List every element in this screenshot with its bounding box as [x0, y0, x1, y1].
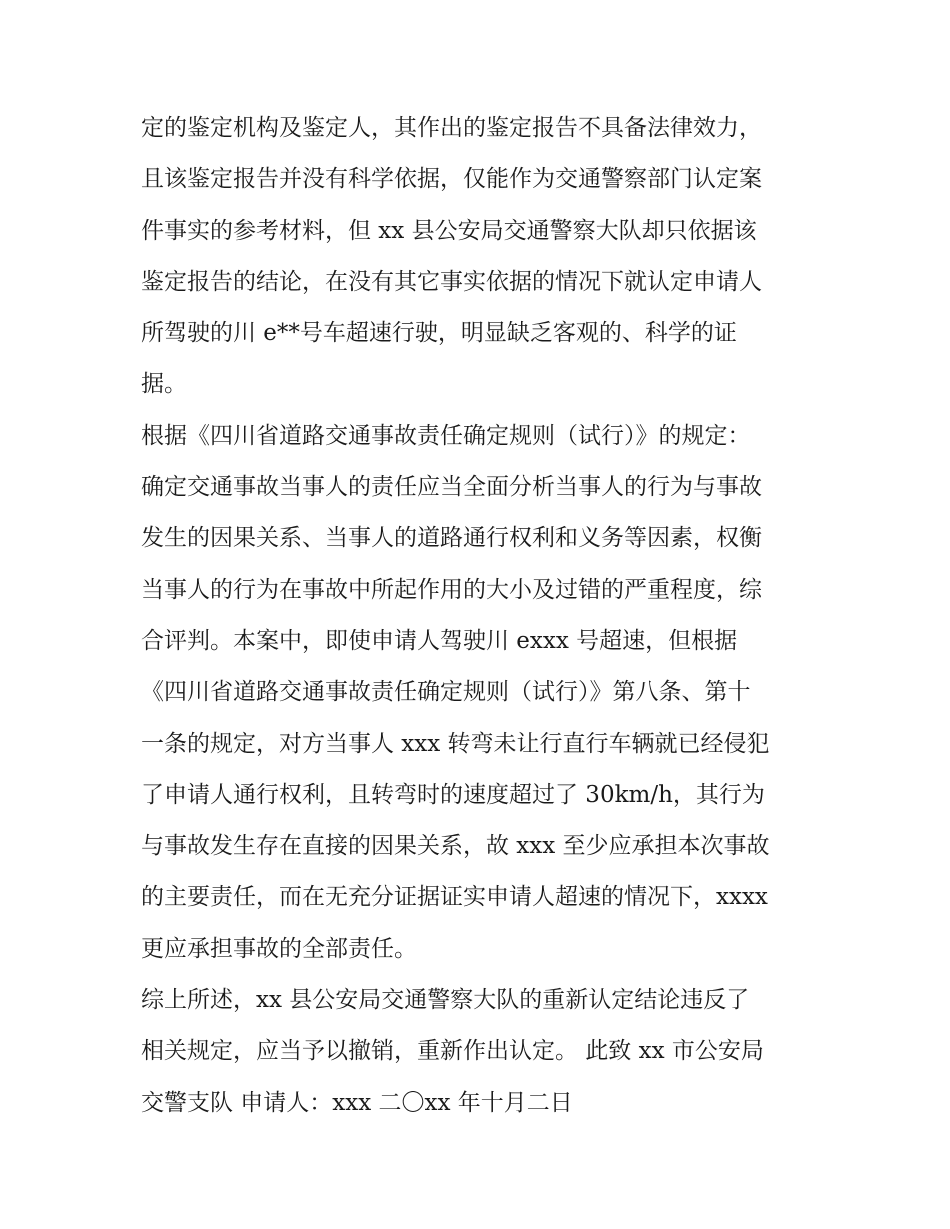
text-line: 根据《四川省道路交通事故责任确定规则（试行）》的规定：: [141, 422, 751, 449]
text-line: 《四川省道路交通事故责任确定规则（试行）》第八条、第十: [141, 679, 751, 706]
text-line: 更应承担事故的全部责任。: [141, 935, 417, 962]
text-line: 与事故发生存在直接的因果关系，故 xxx 至少应承担本次事故: [141, 833, 770, 860]
text-line: 且该鉴定报告并没有科学依据，仅能作为交通警察部门认定案: [141, 166, 762, 193]
text-line: 据。: [141, 371, 187, 398]
text-line: 当事人的行为在事故中所起作用的大小及过错的严重程度，综: [141, 576, 762, 603]
text-line: 相关规定，应当予以撤销，重新作出认定。 此致 xx 市公安局: [141, 1038, 764, 1065]
text-line: 发生的因果关系、当事人的道路通行权利和义务等因素，权衡: [141, 525, 762, 552]
document-body: [141, 103, 821, 1129]
text-line: 的主要责任，而在无充分证据证实申请人超速的情况下，xxxx: [141, 884, 768, 911]
text-line: 件事实的参考材料，但 xx 县公安局交通警察大队却只依据该: [141, 217, 757, 244]
text-line: 鉴定报告的结论，在没有其它事实依据的情况下就认定申请人: [141, 268, 762, 295]
text-line: 交警支队 申请人：xxx 二〇xx 年十月二日: [141, 1089, 573, 1116]
text-line: 合评判。本案中，即使申请人驾驶川 exxx 号超速，但根据: [141, 627, 738, 654]
text-line: 确定交通事故当事人的责任应当全面分析当事人的行为与事故: [141, 474, 762, 501]
text-line: 综上所述，xx 县公安局交通警察大队的重新认定结论违反了: [141, 987, 750, 1014]
text-line: 所驾驶的川 e**号车超速行驶，明显缺乏客观的、科学的证: [141, 320, 737, 347]
text-line: 一条的规定，对方当事人 xxx 转弯未让行直行车辆就已经侵犯: [141, 730, 770, 757]
text-line: 定的鉴定机构及鉴定人，其作出的鉴定报告不具备法律效力，: [141, 115, 762, 141]
text-line: 了申请人通行权利，且转弯时的速度超过了 30km/h，其行为: [141, 781, 765, 808]
